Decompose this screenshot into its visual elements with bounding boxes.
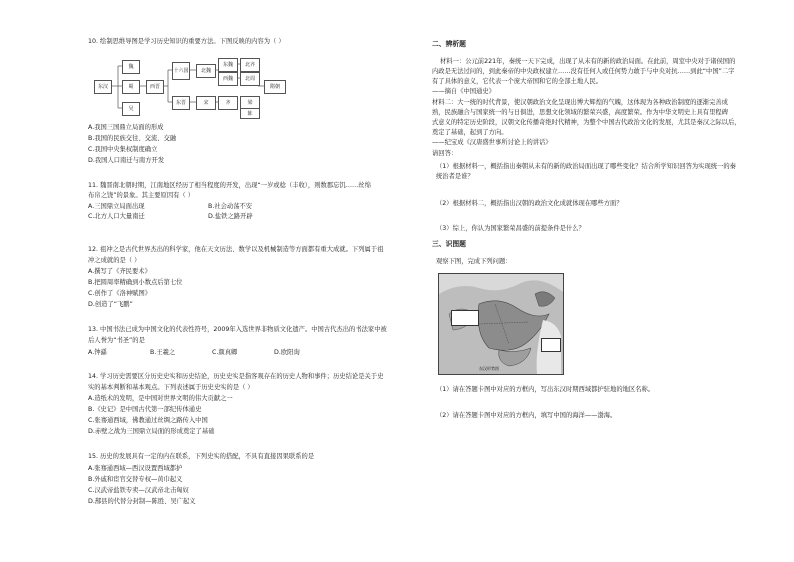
q12-option-c: C.创作了《洛神赋图》	[88, 290, 152, 297]
q14-stem-cont: 实的基本判断和基本观点。下列表述属于历史史实的是（ ）	[88, 384, 254, 391]
subquestion-3: （3）综上，你认为国家繁荣昌盛的前提条件是什么？	[436, 225, 585, 232]
map-caption: 东汉形势图	[479, 366, 499, 371]
q11-option-d: D.盐铁之路开辟	[208, 213, 253, 220]
section-title-analysis: 二、辨析题	[432, 40, 466, 48]
node-shu: 蜀	[122, 80, 140, 94]
q12-stem-cont: 冲之成就的是（ ）	[88, 257, 141, 264]
node-chen: 陈	[240, 108, 260, 119]
q14-option-c: C.张骞通西域，佛教通过丝绸之路传入中国	[88, 417, 208, 424]
node-wu: 吴	[122, 102, 140, 116]
node-liang: 梁	[240, 96, 260, 110]
q10-option-d: D.我国人口南迁与南方开发	[88, 157, 165, 164]
q13-option-b: B.王羲之	[150, 349, 176, 356]
q12-stem: 12. 祖冲之是古代世界杰出的科学家，他在天文历法、数学以及机械制造等方面都有重大成就。下列属于祖	[88, 246, 384, 253]
node-dong-jin: 东晋	[172, 96, 190, 110]
q15-stem: 15. 历史的发展具有一定的内在联系，下列史实的搭配，不具有直接因果联系的是	[88, 453, 315, 460]
material2-source: ——纪宝成《汉唐盛世事所讨论上的讲话》	[432, 139, 552, 146]
node-qi: 齐	[218, 96, 238, 110]
material1-source: ——摘自《中国通史》	[432, 88, 495, 95]
q10-option-b: B.我国的民族交往、交流、交融	[88, 135, 177, 142]
material1-line2: 内政是无法过问的，到此秦帝的中央政权建立……没有任何人或任何势力敢于与中央对抗……到此“中国”二字	[432, 68, 735, 75]
q14-option-b: B.《史记》是中国古代第一部纪传体通史	[88, 406, 202, 413]
eastern-han-map	[438, 273, 564, 375]
material2-line1: 材料二：大一统的时代背景，使汉朝政治文化呈现出博大辉煌的气魄，这体现为各种政治制度的逐渐完善成	[432, 99, 728, 106]
q10-option-a: A.我国三国鼎立局面的形成	[88, 124, 164, 131]
node-dong-han: 东汉	[94, 80, 112, 94]
q11-stem: 11. 魏晋南北朝时期，江南地区经历了相当程度的开发，出现“一岁或稔（丰收），则数郡忘饥……丝绵	[88, 182, 371, 189]
node-sui: 隋朝	[264, 80, 286, 94]
q11-stem-cont: 布帛之饶”的景象。其主要原因有（ ）	[88, 192, 195, 199]
node-bei-zhou: 北周	[240, 72, 260, 86]
subquestion-2: （2）根据材料二，概括指出汉朝的政治文化成就体现在哪些方面？	[436, 200, 623, 207]
subquestion-1-cont: 统治者是谁？	[436, 173, 474, 180]
q13-stem: 13. 中国书法已成为中国文化的代表性符号，2009年入选世界非物质文化遗产。中国古代杰出的书法家中被	[88, 326, 387, 333]
node-shiliu-guo: 十六国	[172, 62, 190, 80]
node-bei-qi: 北齐	[240, 58, 260, 72]
q13-option-c: C.颜真卿	[212, 349, 238, 356]
q10-mind-map	[94, 52, 294, 118]
map-question-2: （2）请在答题卡图中对应的方框内，填写中国的海洋——渤海。	[436, 412, 617, 419]
node-dong-wei: 东魏	[218, 58, 238, 72]
q12-option-d: D.创造了“飞鹏”	[88, 301, 133, 308]
q14-option-d: D.赤壁之战为三国鼎立局面的形成奠定了基础	[88, 428, 215, 435]
q13-option-d: D.欧阳询	[274, 349, 300, 356]
answer-box-western-regions	[451, 310, 479, 326]
q10-option-c: C.我国中央集权制度确立	[88, 146, 158, 153]
q15-option-d: D.鄯县的代替分封制—陈胜、吴广起义	[88, 498, 196, 505]
q13-stem-cont: 后人誉为“书圣”的是	[88, 337, 145, 344]
node-song: 宋	[196, 96, 216, 110]
answer-prompt: 请回答：	[432, 150, 458, 157]
q14-option-a: A.造纸术的发明，是中国对世界文明的伟大贡献之一	[88, 395, 233, 402]
material1-line1: 材料一：公元前221年，秦统一天下完成，出现了从未有的新的政治局面。在此前，周室中央对于诸侯国的	[440, 58, 736, 65]
subquestion-1: （1）根据材料一，概括指出秦朝从未有的新的政治局面出现了哪些变化？结合所学知识回答为实现统一的秦	[436, 163, 736, 170]
section-title-map: 三、识图题	[432, 240, 466, 248]
q11-option-b: B.社会动荡不安	[208, 203, 253, 210]
material1-line3: 有了具体的意义，它代表一个庞大帝国和它的全部土地人民。	[432, 78, 603, 85]
q12-option-b: B.把圆周率精确到小数点后第七位	[88, 279, 183, 286]
q14-stem: 14. 学习历史需要区分历史史实和历史结论，历史史实是指客观存在的历史人物和事件；历史结论是关于史	[88, 373, 384, 380]
material2-line4: 奠定了基础，起到了方向。	[432, 129, 508, 136]
map-intro: 观察下图，完成下列问题：	[436, 258, 512, 265]
node-wei: 魏	[122, 60, 140, 74]
q15-option-c: C.汉武帝盐铁专卖—汉武帝北击匈奴	[88, 487, 189, 494]
q13-option-a: A.钟繇	[88, 349, 107, 356]
material2-line3: 式意义的特定历史阶段，汉朝文化传播奇绝时代精神，为整个中国古代政治文化的发展，尤其是秦汉之际以后，	[432, 119, 741, 126]
map-question-1: （1）请在答题卡图中对应的方框内，写出东汉时期西域都护驻地的地区名称。	[436, 386, 655, 393]
material2-line2: 熟，民族融合与国家统一的与日俱进，思想文化领域的繁荣兴盛，高度繁荣。作为中华文明史上具有里程碑	[432, 109, 728, 116]
q11-option-a: A.三国鼎立局面出现	[88, 203, 145, 210]
node-xi-wei: 西魏	[218, 72, 238, 86]
q11-option-c: C.北方人口大量南迁	[88, 213, 145, 220]
q12-option-a: A.撰写了《齐民要术》	[88, 268, 151, 275]
node-xi-jin: 西晋	[146, 80, 164, 94]
q15-option-a: A.张骞通西域—西汉设置西域都护	[88, 465, 183, 472]
answer-box-bohai	[541, 338, 561, 352]
node-bei-wei: 北魏	[196, 64, 216, 78]
q10-stem: 10. 绘制思维导图是学习历史知识的重要方法。下图反映的内容为（ ）	[88, 38, 285, 45]
q15-option-b: B.外戚和宦官交替专权—黄巾起义	[88, 476, 183, 483]
